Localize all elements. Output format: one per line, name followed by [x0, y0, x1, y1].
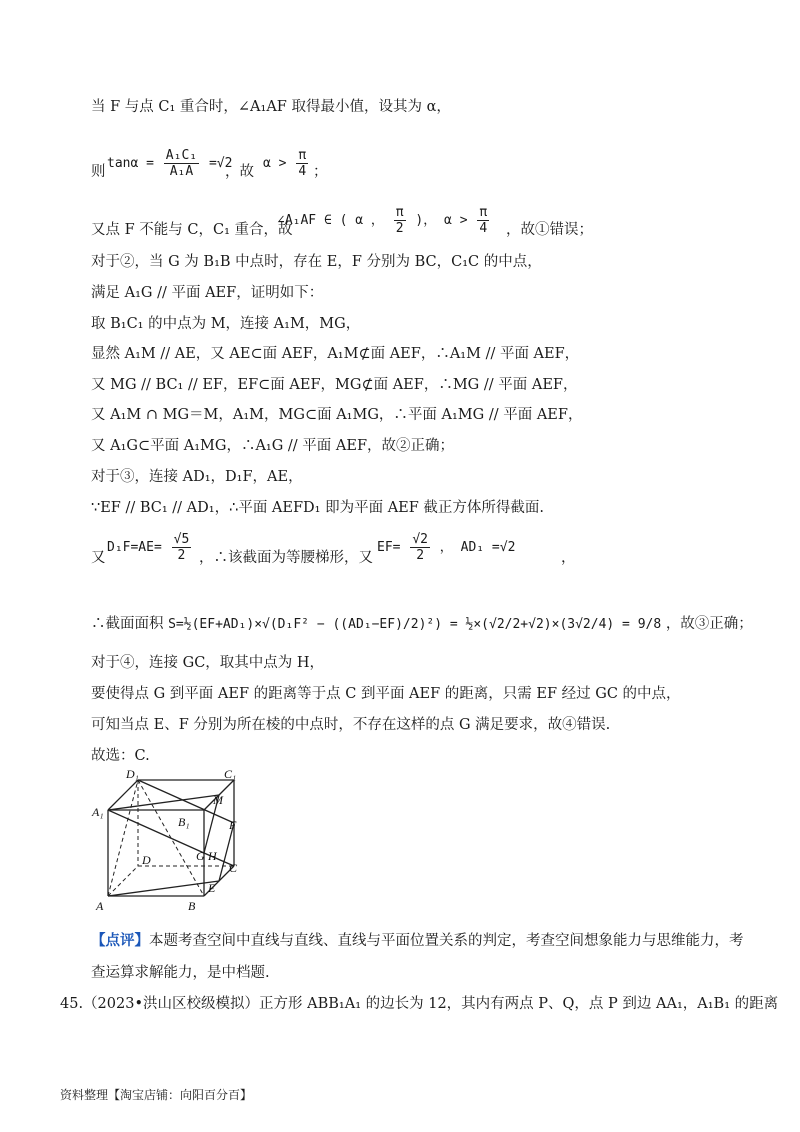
formula: ∠A₁AF ∈ ( α ， $\frac{\pi}{2}$ )， α > $\frac{\pi}{4}$ [277, 205, 488, 236]
text-line: 又 A₁M ∩ MG＝M，A₁M，MG⊂面 A₁MG，∴平面 A₁MG // 平面 AEF， [91, 407, 583, 423]
text-line: 又 MG // BC₁ // EF，EF⊂面 AEF，MG⊄面 AEF，∴MG // 平面 AEF， [91, 377, 578, 393]
label-H: H [208, 849, 217, 863]
label-G: G [196, 849, 205, 863]
area-formula: S=½(EF+AD₁)×√(D₁F² − ((AD₁−EF)/2)²) = ½×(√2/2+√2)×(3√2/4) = 9/8 [168, 617, 662, 632]
label-C: C [229, 861, 238, 875]
label-A1: A₁ [92, 805, 104, 819]
formula: tanα = $\frac{\text{A₁C₁}}{\text{A₁A}}$ =√2 [107, 148, 233, 179]
text-line: 又 A₁G⊂平面 A₁MG，∴A₁G // 平面 AEF，故②正确； [91, 438, 455, 454]
footer: 资料整理【淘宝店铺：向阳百分百】 [60, 1088, 253, 1102]
text-line: 对于④，连接 GC，取其中点为 H， [91, 655, 325, 671]
text-line: 取 B₁C₁ 的中点为 M，连接 A₁M，MG， [91, 316, 361, 332]
label-B1: B₁ [178, 815, 190, 829]
comment-line: 【点评】本题考查空间中直线与直线、直线与平面位置关系的判定，考查空间想象能力与思维能力，考 [91, 932, 744, 949]
label-E: E [208, 881, 216, 895]
text-line: 满足 A₁G // 平面 AEF，证明如下： [91, 285, 324, 301]
text-line: 要使得点 G 到平面 AEF 的距离等于点 C 到平面 AEF 的距离，只需 EF 经过 GC 的中点， [91, 686, 681, 702]
comment-tag: 【点评】 [91, 932, 149, 949]
text-line: 故选：C. [91, 748, 150, 764]
text-line: 当 F 与点 C₁ 重合时，∠A₁AF 取得最小值，设其为 α， [91, 99, 451, 115]
label-C1: C₁ [224, 768, 237, 781]
text-line: 查运算求解能力，是中档题. [91, 965, 270, 981]
label-A: A [96, 899, 104, 913]
label-D: D [142, 853, 151, 867]
label-F: F [229, 818, 237, 832]
question-45: 45.（2023•洪山区校级模拟）正方形 ABB₁A₁ 的边长为 12，其内有两点 P、Q，点 P 到边 AA₁，A₁B₁ 的距离 [60, 996, 779, 1012]
text-line: 对于③，连接 AD₁，D₁F，AE， [91, 469, 303, 485]
label-M: M [213, 793, 223, 807]
label-B: B [188, 899, 196, 913]
text-line: ∵EF // BC₁ // AD₁，∴平面 AEFD₁ 即为平面 AEF 截正方体所得截面. [91, 500, 545, 516]
text-line: 可知当点 E、F 分别为所在棱的中点时，不存在这样的点 G 满足要求，故④错误. [91, 717, 611, 733]
formula-line: ∴截面面积 S=½(EF+AD₁)×√(D₁F² − ((AD₁−EF)/2)²) = ½×(√2/2+√2)×(3√2/4) = 9/8 ，故③正确； [91, 616, 753, 632]
label-D1: D₁ [126, 768, 139, 781]
text-line: 显然 A₁M // AE，又 AE⊂面 AEF，A₁M⊄面 AEF，∴A₁M // 平面 AEF， [91, 346, 580, 362]
cube-figure [86, 768, 256, 916]
text-line: 对于②，当 G 为 B₁B 中点时，存在 E，F 分别为 BC，C₁C 的中点， [91, 254, 542, 270]
